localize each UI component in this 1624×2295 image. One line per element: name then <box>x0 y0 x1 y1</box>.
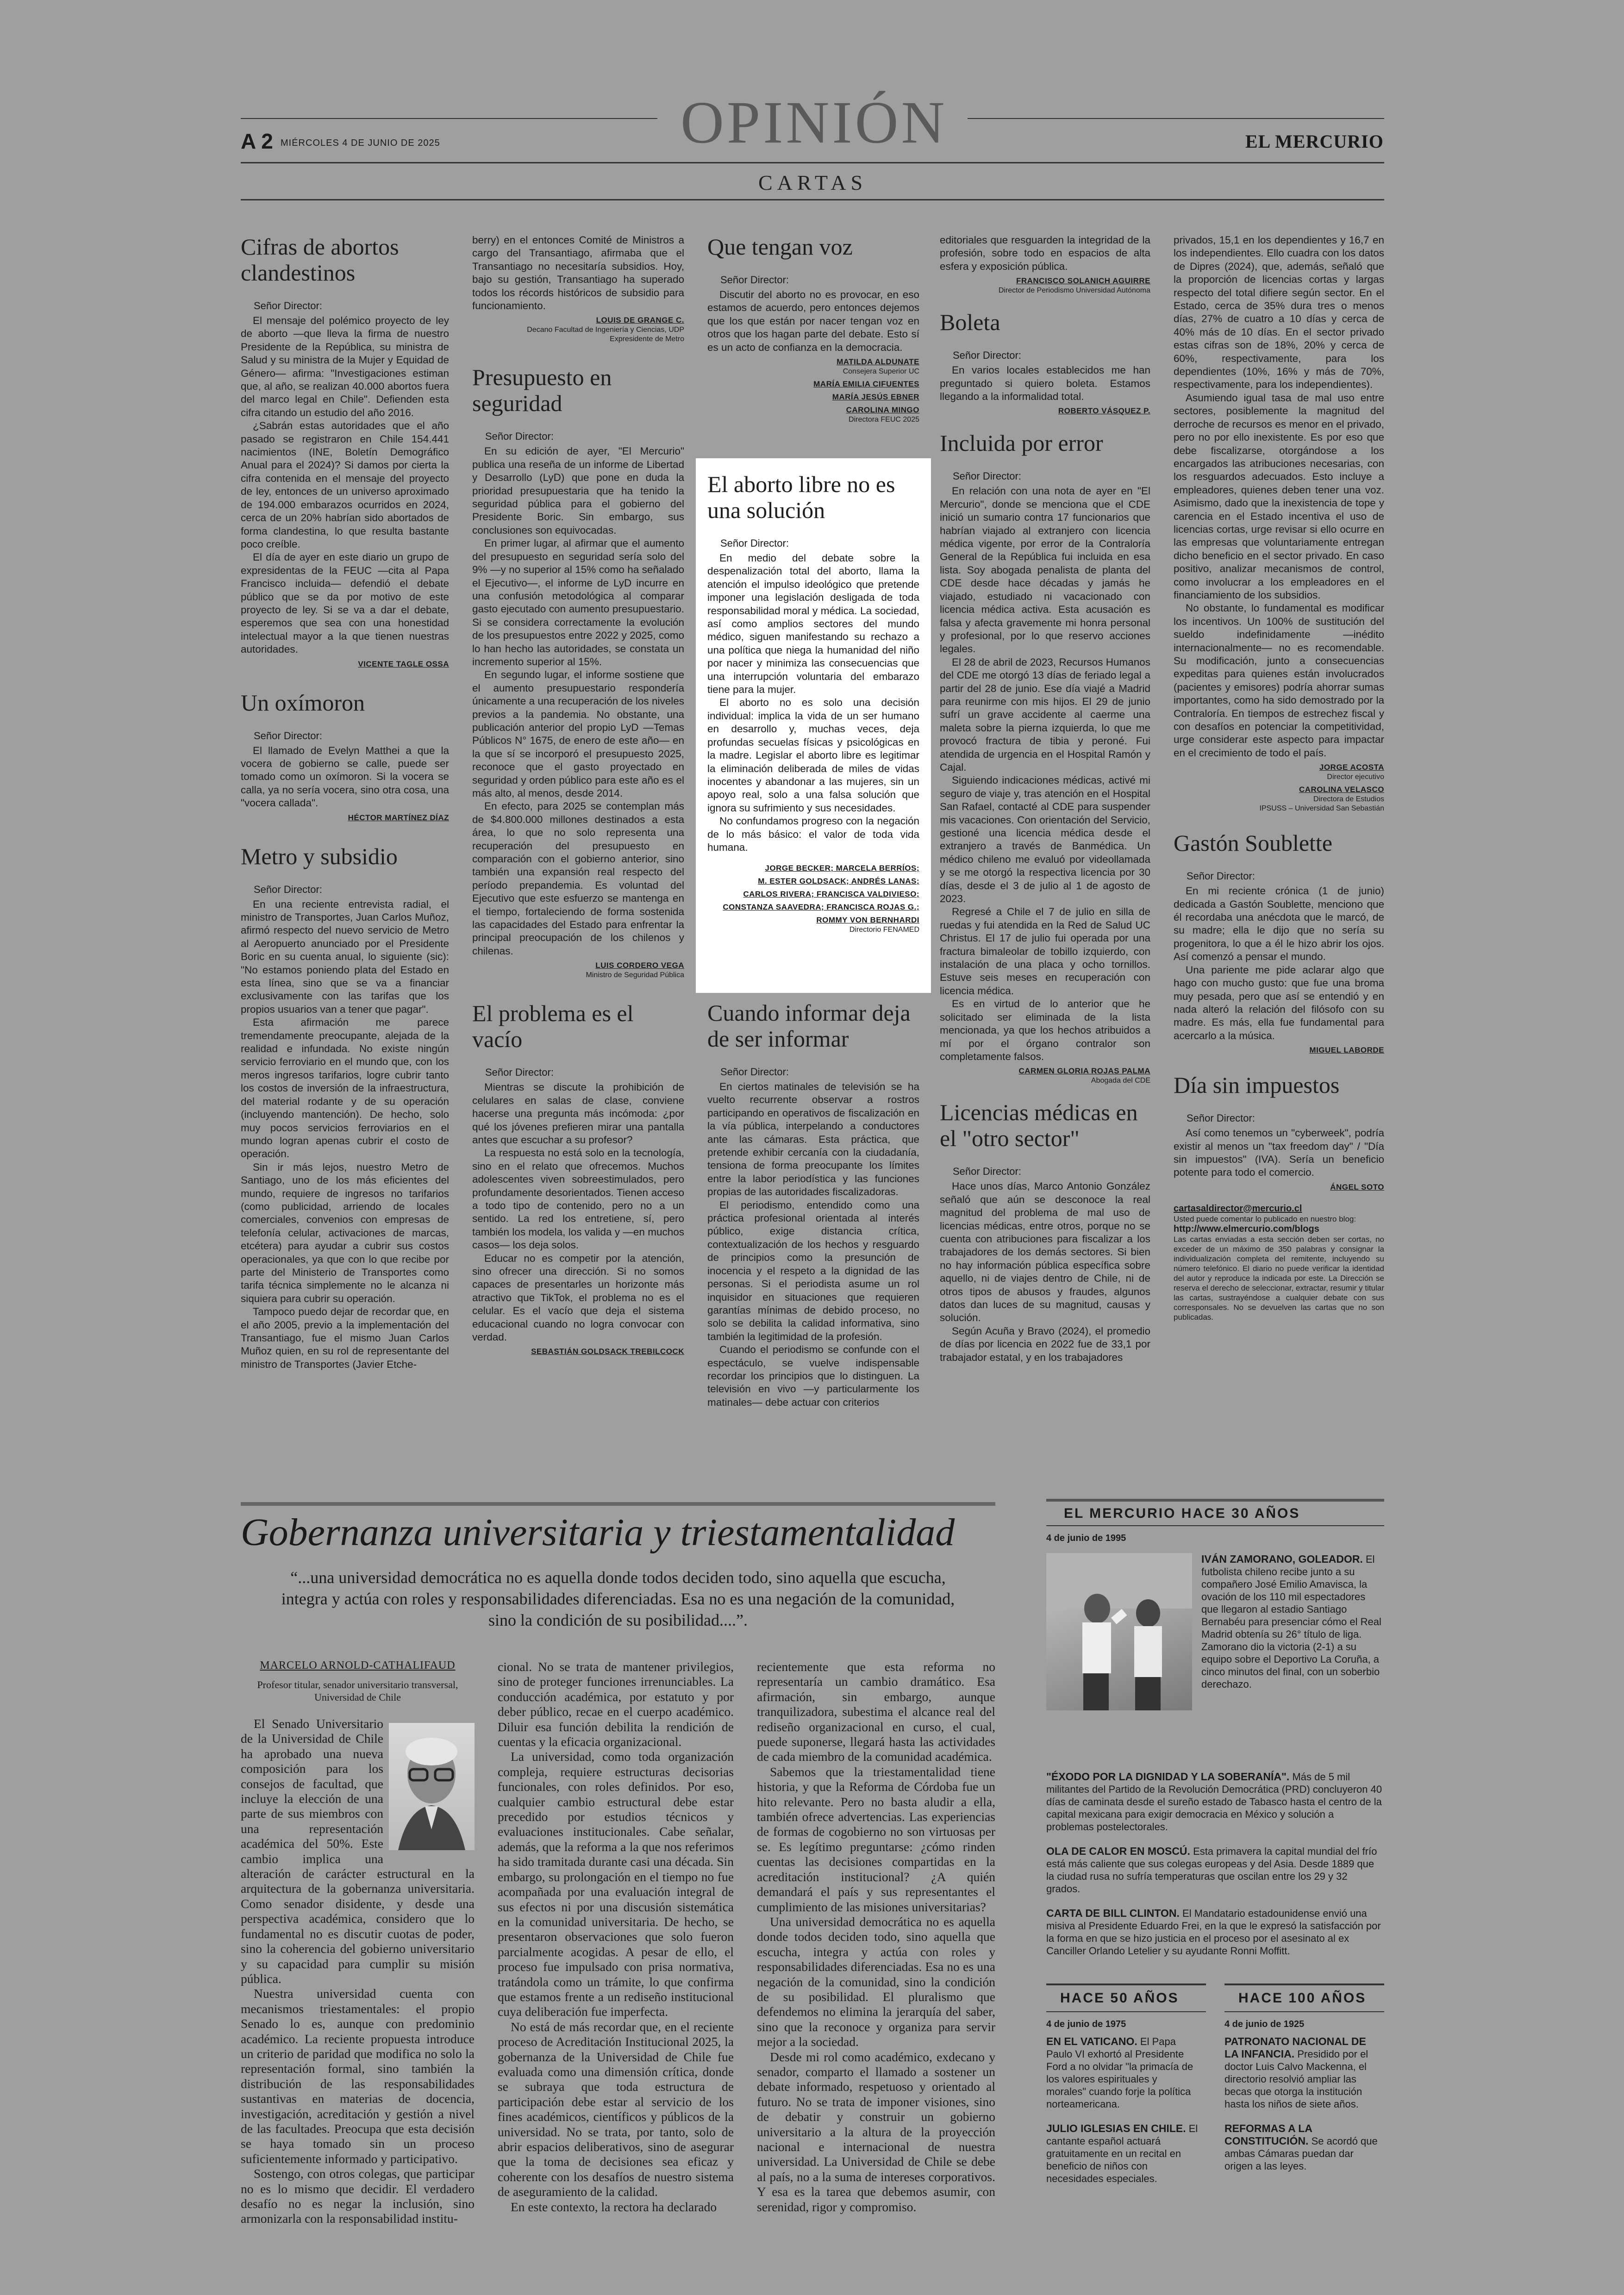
letter-metro-cont <box>472 234 684 344</box>
letter-informar-cont <box>940 234 1150 295</box>
column-3 <box>707 234 919 445</box>
paragraph: El Senado Universitario de la Universidad de Chile ha aprobado una nueva composición para los consejos de facultad, que incluye la elección de una parte de sus miembros con una representación académica del 50%. Este cambio implica una alteración de carácter estructural en la arquitectura de la gobernanza universitaria. Como senador disidente, y desde una perspectiva académica, considero que lo fundamental no es discutir cuotas de poder, sino la coherencia del gobierno universitario y su capacidad para cumplir su misión pública. <box>241 1716 475 1986</box>
letter-body <box>472 445 684 958</box>
header-rule <box>241 162 1384 163</box>
history-30-item-1 <box>1201 1553 1384 1690</box>
editorial-body <box>757 1659 995 2214</box>
subsection-label: CARTAS <box>758 171 868 194</box>
history-item-text: El Mandatario estadounidense envió una misiva al Presidente Eduardo Frei, en la que le expresó la satisfacción por la forma en que se hizo justicia en el proceso por el asesinato al ex Canciller Orlando Letelier y su ayudante Ronni Moffitt. <box>1046 1908 1381 1957</box>
paragraph: Desde mi rol como académico, exdecano y senador, comparto el llamado a sostener un debate informado, respetuoso y orientado al futuro. No se trata de imponer visiones, sino de debatir y construir un gobierno universitario a la altura de la proyección nacional e internacional de nuestra universidad. La Universidad de Chile se debe al país, no a la suma de intereses corporativos. Y esa es la tarea que debemos asumir, con serenidad, rigor y compromiso. <box>757 2049 995 2214</box>
letter-signature: CARMEN GLORIA ROJAS PALMA <box>1018 1066 1150 1076</box>
signature-role: Directora FEUC 2025 <box>849 416 919 424</box>
contact-box <box>1174 1204 1384 1322</box>
letter-salute: Señor Director: <box>485 1066 554 1079</box>
paragraph: Asumiendo igual tasa de mal uso entre sectores, posiblemente la magnitud del derroche de recursos es menor en el privado, pero no por ello inexistente. Es por eso que debe fiscalizarse, otorgándose a los encargados las atribuciones necesarias, con los resguardos adecuados. Esto incluye a empleadores, quienes deben tener una voz. Asimismo, dado que la inexistencia de tope y carencia en el Estado incentiva el uso de licencias cortas, urge revisar si ello ocurre en las empresas que voluntariamente entregan dicho beneficio en el sector privado. En caso positivo, analizar mecanismos de control, como involucrar a los empleadores en el financiamiento de los subsidios. <box>1174 392 1384 601</box>
paragraph: Mientras se discute la prohibición de celulares en salas de clase, conviene hacerse una pregunta más incómoda: ¿por qué los jóvenes prefieren mirar una pantalla antes que escuchar a su profesor? <box>472 1081 684 1146</box>
paragraph: No está de más recordar que, en el reciente proceso de Acreditación Institucional 2025, la gobernanza de la Universidad de Chile fue evaluada como una dimensión crítica, donde se subraya que toda estructura de participación debe estar al servicio de los fines académicos, científicos y públicos de la universidad. No se trata, por tanto, solo de abrir espacios deliberativos, sino de asegurar que la toma de decisiones sea eficaz y coherente con los desafíos de nuestro sistema de aseguramiento de la calidad. <box>498 2019 734 2199</box>
column-1 <box>241 234 449 1391</box>
signature-role: Ministro de Seguridad Pública <box>586 971 684 979</box>
letter-body <box>940 1180 1150 1364</box>
letter-salute: Señor Director: <box>953 1166 1021 1178</box>
history-50-rule <box>1046 1983 1206 1985</box>
history-100-rule-2 <box>1224 2011 1384 2012</box>
paragraph: El día de ayer en este diario un grupo de expresidentas de la FEUC —cita al Papa Francisco incluida— defendió el debate público que se da por motivo de este proyecto de ley. Si se va a dar el debate, esperemos que sea con una honestidad intelectual mayor a la que tienen nuestras autoridades. <box>241 551 449 655</box>
letter-salute: Señor Director: <box>254 883 322 895</box>
blog-link[interactable]: http://www.elmercurio.com/blogs <box>1174 1223 1319 1234</box>
history-item-title: JULIO IGLESIAS EN CHILE. <box>1046 2122 1186 2134</box>
column-3-lower <box>707 1000 919 1429</box>
letter-problema <box>472 1000 684 1357</box>
paragraph: editoriales que resguarden la integridad de la profesión, sobre todo en espacios de alta esfera y exposición pública. <box>940 234 1150 272</box>
signature-role: Director ejecutivo <box>1327 773 1384 781</box>
history-item-title: IVÁN ZAMORANO, GOLEADOR. <box>1201 1553 1363 1565</box>
letter-title: Licencias médicas en el "otro sector" <box>940 1099 1138 1152</box>
paragraph: En segundo lugar, el informe sostiene que el aumento presupuestario respondería únicamente a una recuperación de los niveles previos a la pandemia. No obstante, una publicación anterior del propio LyD —Temas Públicos N° 1675, de enero de este año— en la que sí se incorporó el presupuesto 2025, reconoce que el gasto proyectado en seguridad y orden público para este año es el más alto, al menos, desde 2014. <box>472 669 684 799</box>
paragraph: El 28 de abril de 2023, Recursos Humanos del CDE me otorgó 13 días de feriado legal a partir del 28 de junio. Ese día viajé a Madrid para reunirme con mis hijos. El 29 de junio sufrí un grave accidente al caerme una maleta sobre la pierna izquierda, lo que me provocó fractura de tibia y peroné. Fui atendida de urgencia en el Hospital Ramón y Cajal. <box>940 656 1150 773</box>
letter-signature: CONSTANZA SAAVEDRA; FRANCISCA ROJAS G.; <box>723 903 919 912</box>
letter-signature: MARÍA EMILIA CIFUENTES <box>813 380 919 389</box>
letter-signature: LUIS CORDERO VEGA <box>595 961 684 970</box>
history-top-rule <box>1046 1499 1384 1502</box>
signature-role: Directora de Estudios <box>1313 795 1384 804</box>
letter-body <box>940 234 1150 273</box>
letter-title: Día sin impuestos <box>1174 1072 1340 1098</box>
letter-signature: HÉCTOR MARTÍNEZ DÍAZ <box>348 813 449 822</box>
page-date: MIÉRCOLES 4 DE JUNIO DE 2025 <box>281 138 440 148</box>
letter-signature: VICENTE TAGLE OSSA <box>358 659 449 668</box>
paragraph: Nuestra universidad cuenta con mecanismos triestamentales: el propio Senado lo es, aunque con predominio académico. La reciente propuesta introduce un criterio de paridad que modifica no solo la representación formal, sino también la distribución de las responsabilidades sustantivas en materias de docencia, investigación, acreditación y gestión a nivel de las facultades. Preocupa que esta decisión se haya tomado sin un proceso suficientemente informado y participativo. <box>241 1986 475 2166</box>
letter-salute: Señor Director: <box>254 300 322 312</box>
paragraph: Sabemos que la triestamentalidad tiene historia, y que la Reforma de Córdoba fue un hito relevante. Pero no basta aludir a ella, también ofrece advertencias. Las experiencias de formas de cogobierno no son virtuosas per se. Es legítimo preguntarse: ¿cómo rinden cuentas las decisiones compartidas en la acreditación institucional? ¿A quién demandará el país y sus representantes el cumplimiento de las misiones universitarias? <box>757 1764 995 1914</box>
header-rule-right <box>968 118 1384 119</box>
letter-salute: Señor Director: <box>953 349 1021 362</box>
letter-body <box>241 744 449 810</box>
history-30-label: EL MERCURIO HACE 30 AÑOS <box>1064 1506 1300 1521</box>
paragraph: Sostengo, con otros colegas, que participar no es lo mismo que decidir. El verdadero desafío no es negar la inclusión, sino armonizarla con la responsabilidad institu- <box>241 2166 475 2226</box>
paragraph: El mensaje del polémico proyecto de ley de aborto —que lleva la firma de nuestro Presidente de la República, su ministra de Salud y su ministra de la Mujer y Equidad de Género— afirma: "Investigaciones estiman que, al año, se realizan 40.000 abortos fuera del marco legal en Chile". Defienden esta cifra citando un estudio del año 2016. <box>241 315 449 418</box>
paragraph: En mi reciente crónica (1 de junio) dedicada a Gastón Soublette, menciono que él recordaba una anécdota que le marcó, de su madre; ella le dijo que no sería su progenitora, lo que a él le hizo abrir los ojos. Así comenzó a pensar el mundo. <box>1174 885 1384 963</box>
letter-title: Un oxímoron <box>241 689 365 716</box>
letter-body <box>472 1081 684 1344</box>
highlight-letter-box <box>696 458 931 993</box>
contact-rules: Las cartas enviadas a esta sección deben ser cortas, no exceder de un máximo de 350 palabras y consignar la individualización completa del remitente, incluyendo su número telefónico. El diario no puede verificar la identidad del autor y reproduce la indicada por este. La Dirección se reserva el derecho de seleccionar, extractar, resumir y titular las cartas, sustrayéndose a cualquier debate con sus corresponsales. No se devuelven las cartas que no son publicadas. <box>1174 1235 1384 1322</box>
paragraph: En ciertos matinales de televisión se ha vuelto recurrente observar a rostros participando en operativos de fiscalización en la vía pública, interpelando a conductores ante las cámaras. Esta práctica, que pretende exhibir cercanía con la ciudadanía, tensiona de forma preocupante los límites entre la labor periodística y las funciones propias de las autoridades fiscalizadoras. <box>707 1081 919 1198</box>
paragraph: En este contexto, la rectora ha declarado <box>511 2199 717 2214</box>
history-item-text: El Papa Paulo VI exhortó al Presidente Ford a no olvidar "la primacía de los valores espirituales y morales" cuando forje la política norteamericana. <box>1046 2036 1193 2110</box>
letter-title: Presupuesto en seguridad <box>472 364 612 417</box>
letter-title: Metro y subsidio <box>241 843 398 869</box>
letter-signature: CARLOS RIVERA; FRANCISCA VALDIVIESO; <box>743 890 919 899</box>
paragraph: Esta afirmación me parece tremendamente preocupante, alejada de la realidad e infundada. No existe ningún servicio ferroviario en el mundo que, con los meros ingresos tarifarios, logre cubrir tanto los costos de inversión de la infraestructura, del material rodante y de su operación (incluyendo mantención). De hecho, solo muy pocos servicios ferroviarios en el mundo logran apenas cubrir el costo de operación. <box>241 1017 449 1160</box>
letter-title: Cuando informar deja de ser informar <box>707 1000 911 1052</box>
paragraph: berry) en el entonces Comité de Ministros a cargo del Transantiago, afirmaba que el Transantiago no necesitaría subsidios. Hoy, bajo su gestión, Transantiago ha superado todos los récords históricos de subsidio para funcionamiento. <box>472 234 684 312</box>
letter-metro <box>241 843 449 1372</box>
letter-voz <box>707 234 919 424</box>
letter-salute: Señor Director: <box>720 1066 789 1078</box>
letter-body <box>940 485 1150 1063</box>
letter-error <box>940 430 1150 1085</box>
letter-soublette <box>1174 830 1384 1055</box>
section-title: OPINIÓN <box>681 89 948 156</box>
letter-oximoron <box>241 690 449 823</box>
history-item-text: Presidido por el doctor Luis Calvo Mackenna, el directorio resolvió ampliar las becas que otorga la institución hasta los niños de siete años. <box>1224 2048 1368 2110</box>
letter-licencias-cont <box>1174 234 1384 813</box>
letter-body <box>1174 234 1384 760</box>
letter-boleta <box>940 309 1150 416</box>
letter-signature: ÁNGEL SOTO <box>1330 1182 1384 1191</box>
letter-body <box>1174 885 1384 1042</box>
letter-salute: Señor Director: <box>1187 870 1255 882</box>
page-number: A 2 <box>241 129 273 153</box>
history-50-label: HACE 50 AÑOS <box>1060 1990 1179 2006</box>
letter-body <box>1174 1127 1384 1179</box>
brand-logo: EL MERCURIO <box>1245 131 1384 152</box>
history-item-title: "ÉXODO POR LA DIGNIDAD Y LA SOBERANÍA". <box>1046 1771 1290 1783</box>
editorial-col-1 <box>241 1659 475 2226</box>
paragraph: ¿Sabrán estas autoridades que el año pasado se registraron en Chile 154.441 nacimientos (INE, Boletín Demográfico Anual para el 2024)? Si damos por cierta la cifra contenida en el mensaje del proyecto de ley, entonces de un universo aproximado de 194.000 embarazos ocurridos en 2024, cerca de un 20% habrían sido abortados de forma clandestina, lo que resulta bastante poco creíble. <box>241 420 449 550</box>
history-30-items <box>1046 1771 1384 1969</box>
letter-signature: ROBERTO VÁSQUEZ P. <box>1058 406 1150 416</box>
column-4 <box>940 234 1150 1384</box>
letter-informar <box>707 1000 919 1409</box>
letter-signature: SEBASTIÁN GOLDSACK TREBILCOCK <box>531 1347 684 1356</box>
paragraph: Una universidad democrática no es aquella donde todos deciden todo, sino aquella que escucha, integra y actúa con roles y responsabilidades diferenciadas. Esa no es una negación de la comunidad, sino la condición de su posibilidad. El pluralismo que defendemos no elimina la jerarquía del saber, sino que la reconoce y organiza para servir mejor a la sociedad. <box>757 1914 995 2049</box>
paragraph: Tampoco puedo dejar de recordar que, en el año 2005, previo a la implementación del Transantiago, fue el mismo Juan Carlos Muñoz quien, en su rol de representante del ministro de Transportes (Javier Etche- <box>241 1306 449 1370</box>
letter-body <box>707 288 919 354</box>
letter-body <box>707 1080 919 1409</box>
letter-signature: CAROLINA MINGO <box>846 405 919 415</box>
history-item-text: Se acordó que ambas Cámaras puedan dar origen a las leyes. <box>1224 2135 1378 2172</box>
letter-salute: Señor Director: <box>254 730 322 742</box>
history-item-text: El futbolista chileno recibe junto a su compañero José Emilio Amavisca, la ovación de los 110 mil espectadores que llegaron al estadio Santiago Bernabéu para presenciar cómo el Real Madrid obtenía su 26° título de liga. Zamorano dio la victoria (2-1) a su equipo sobre el Deportivo La Coruña, a cinco minutos del final, con un soberbio derechazo. <box>1201 1553 1381 1690</box>
editorial-col-2 <box>498 1659 734 2214</box>
contact-email[interactable]: cartasaldirector@mercurio.cl <box>1174 1203 1302 1214</box>
letter-signature: MARÍA JESÚS EBNER <box>832 393 919 402</box>
editorial-quote: “...una universidad democrática no es aquella donde todos deciden todo, sino aquella que escucha, integra y actúa con roles y responsabilidades diferenciadas. Esa no es una negación de la comunidad, sino la condición de su posibilidad....”. <box>281 1568 955 1629</box>
paragraph: recientemente que esta reforma no representaría un cambio dramático. Esa afirmación, sin embargo, aunque tranquilizadora, subestima el alcance real del rediseño organizacional en curso, el cual, puede suponerse, llegará hasta las actividades de cada miembro de la comunidad académica. <box>757 1659 995 1764</box>
author-photo <box>389 1723 475 1850</box>
letter-signature: MATILDA ALDUNATE <box>837 357 919 367</box>
paragraph: En varios locales establecidos me han preguntado si quiero boleta. Estamos llegando a la informalidad total. <box>940 364 1150 403</box>
paragraph: Cuando el periodismo se confunde con el espectáculo, se vuelve indispensable recordar los principios que lo distinguen. La televisión en vivo —y particularmente los matinales— debe actuar con criterios <box>707 1344 919 1408</box>
letter-salute: Señor Director: <box>485 430 554 443</box>
history-rule <box>1046 1525 1384 1526</box>
signature-role: Expresidente de Metro <box>610 335 684 343</box>
letter-signature: FRANCISCO SOLANICH AGUIRRE <box>1016 276 1150 286</box>
letter-salute: Señor Director: <box>720 274 789 286</box>
history-50-rule-2 <box>1046 2011 1206 2012</box>
paragraph: Siguiendo indicaciones médicas, activé mi seguro de viaje y, tras atención en el Hospital San Rafael, contacté al CDE para suspender mis vacaciones. Con orientación del Servicio, gestioné una licencia médica desde el extranjero a través de Banmédica. Un médico chileno me evaluó por videollamada y se me otorgó la respectiva licencia por 30 días, desde el 3 de julio al 1 de agosto de 2023. <box>940 774 1150 905</box>
subsection-rule <box>241 199 1384 200</box>
letter-signature: JORGE ACOSTA <box>1319 763 1384 772</box>
letter-signature: ROMMY VON BERNHARDI <box>816 916 919 925</box>
paragraph: En primer lugar, al afirmar que el aumento del presupuesto en seguridad sería solo del 9% —y no superior al 15% como ha señalado el Ejecutivo—, el informe de LyD incurre en una confusión metodológica al comparar gasto ejecutado con aumento presupuestario. Si se considera correctamente la evolución de los presupuestos entre 2022 y 2025, como lo han hecho las autoridades, se constata un incremento superior al 15%. <box>472 537 684 667</box>
zamorano-photo <box>1046 1553 1192 1710</box>
letter-aborto-libre <box>707 471 919 935</box>
letter-body <box>241 898 449 1372</box>
editorial-author: MARCELO ARNOLD-CATHALIFAUD <box>260 1659 456 1671</box>
history-100-date: 4 de junio de 1925 <box>1224 2019 1305 2029</box>
letter-title: El problema es el vacío <box>472 1000 634 1053</box>
letter-title: Boleta <box>940 309 1000 336</box>
paragraph: La universidad, como toda organización compleja, requiere estructuras decisorias funcionales, con roles definidos. Por eso, cualquier cambio estructural debe estar precedido por estudios técnicos y evaluaciones institucionales. Cabe señalar, además, que la reforma a la que nos referimos ha sido tramitada durante casi una década. Sin embargo, su prolongación en el tiempo no fue acompañada por una evaluación integral de sus efectos ni por una discusión sistemática en la comunidad universitaria. De hecho, se presentaron observaciones que solo fueron parcialmente acogidas. A pesar de ello, el proceso fue impulsado con prisa normativa, tratándola como un trámite, lo que confirma que estamos frente a un rediseño institucional cuya deliberación fue imperfecta. <box>498 1749 734 2019</box>
paragraph: El periodismo, entendido como una práctica profesional orientada al interés público, exige distancia crítica, contextualización de los hechos y resguardo de principios como la presunción de inocencia y el respeto a la dignidad de las personas. Si el periodista asume un rol inquisidor en situaciones que requieren garantías mínimas de debido proceso, no solo se debilita la calidad informativa, sino también la legitimidad de la profesión. <box>707 1199 919 1342</box>
editorial-author-role: Profesor titular, senador universitario transversal, Universidad de Chile <box>257 1679 458 1703</box>
paragraph: En su edición de ayer, "El Mercurio" publica una reseña de un informe de Libertad y Desarrollo (LyD) que pone en duda la prioridad presupuestaria que ha tenido la seguridad pública para el gobierno del Presidente Boric. Sin embargo, sus conclusiones son equivocadas. <box>472 445 684 536</box>
editorial-col-3 <box>757 1659 995 2214</box>
paragraph: En una reciente entrevista radial, el ministro de Transportes, Juan Carlos Muñoz, afirmó respecto del nuevo servicio de Metro al Aeropuerto anunciado por el Presidente Boric en su cuenta anual, lo siguiente (sic): "No estamos poniendo plata del Estado en esta línea, sino que se va a financiar exclusivamente con las tarifas que los propios usuarios van a tener que pagar". <box>241 898 449 1015</box>
paragraph: El llamado de Evelyn Matthei a que la vocera de gobierno se calle, puede ser tomado como un oxímoron. Si la vocera se calla, ya no sería vocera, sino otra cosa, una "vocera callada". <box>241 744 449 809</box>
signature-role: Decano Facultad de Ingeniería y Ciencias, UDP <box>527 326 684 334</box>
history-100-rule <box>1224 1983 1384 1985</box>
history-50 <box>1046 2019 1199 2197</box>
signature-role: IPSUSS – Universidad San Sebastián <box>1259 804 1384 813</box>
letter-signature: MIGUEL LABORDE <box>1309 1046 1384 1055</box>
paragraph: Regresé a Chile el 7 de julio en silla de ruedas y fui atendida en la Red de Salud UC Christus. El 17 de julio fui operada por una fractura bimaleolar de tobillo izquierdo, con instalación de una placa y ocho tornillos. Estuve seis meses en recuperación con licencia médica. <box>940 906 1150 997</box>
paragraph: cional. No se trata de mantener privilegios, sino de proteger funciones irrenunciables. La conducción académica, por estatuto y por deber público, recae en el cuerpo académico. Diluir esa función debilita la rendición de cuentas y la eficacia organizacional. <box>498 1659 734 1749</box>
editorial-top-rule <box>241 1502 995 1506</box>
history-item-text: Más de 5 mil militantes del Partido de la Revolución Democrática (PRD) concluyeron 40 días de caminata desde el sureño estado de Tabasco hasta el centro de la capital mexicana para exigir democracia en México y solución a problemas postelectorales. <box>1046 1771 1382 1833</box>
history-50-date: 4 de junio de 1975 <box>1046 2019 1126 2029</box>
signature-role: Consejera Superior UC <box>843 368 919 376</box>
letter-body <box>241 314 449 656</box>
paragraph: No confundamos progreso con la negación de lo más básico: el valor de toda vida humana. <box>707 815 919 853</box>
paragraph: En medio del debate sobre la despenalización total del aborto, llama la atención el impulso ideológico que pretende imponer una legislación desligada de toda responsabilidad moral y médica. La sociedad, así como amplios sectores del mundo médico, siguen manifestando su rechazo a una política que niega la humanidad del niño por nacer y minimiza las consecuencias que una interrupción voluntaria del embarazo tiene para la mujer. <box>707 552 919 696</box>
editorial-title: Gobernanza universitaria y triestamentalidad <box>241 1511 955 1554</box>
letter-signature: LOUIS DE GRANGE C. <box>596 316 684 325</box>
column-5 <box>1174 234 1384 1322</box>
letter-title: El aborto libre no es una solución <box>707 471 895 523</box>
letter-body <box>707 552 919 854</box>
paragraph: privados, 15,1 en los dependientes y 16,7 en los independientes. Ello cuadra con los datos de Dipres (2024), que, además, señaló que la proporción de licencias cortas y largas respecto del total difiere según sector. En el Estado, cerca de 35% dura tres o menos días, 27% de cuatro a 10 días y cerca de 40% más de 10 días. En el sector privado estas cifras son de 18%, 20% y cerca de 60%, respectivamente, para los dependientes (10%, 16% y más de 70%, respectivamente, para los independientes). <box>1174 234 1384 391</box>
history-item-text: El cantante español actuará gratuitamente en un recital en beneficio de niños con necesidades especiales. <box>1046 2123 1198 2184</box>
letter-salute: Señor Director: <box>720 537 789 549</box>
paragraph: El aborto no es solo una decisión individual: implica la vida de un ser humano en desarrollo y, muchas veces, deja profundas secuelas físicas y psicológicas en la madre. Legislar el aborto libre es legitimar la eliminación deliberada de miles de vidas inocentes y abandonar a las mujeres, sin un apoyo real, solo a una falsa solución que ignora su sufrimiento y sus necesidades. <box>707 697 919 814</box>
letter-title: Que tengan voz <box>707 234 853 260</box>
history-item-title: CARTA DE BILL CLINTON. <box>1046 1907 1180 1919</box>
letter-signature: M. ESTER GOLDSACK; ANDRÉS LANAS; <box>758 877 919 886</box>
signature-role: Director de Periodismo Universidad Autónoma <box>998 287 1150 295</box>
paragraph: Educar no es competir por la atención, sino ofrecer una dirección. Si no somos capaces de presentarles un horizonte más atractivo que TikTok, el problema no es el celular. Es el vacío que deja el sistema educacional cuando no logra convocar con verdad. <box>472 1252 684 1343</box>
history-30-date: 4 de junio de 1995 <box>1046 1533 1126 1543</box>
letter-licencias <box>940 1099 1150 1364</box>
letter-title: Gastón Soublette <box>1174 830 1333 856</box>
contact-note: Usted puede comentar lo publicado en nuestro blog: <box>1174 1214 1356 1223</box>
history-item-title: OLA DE CALOR EN MOSCÚ. <box>1046 1845 1190 1857</box>
letter-impuestos <box>1174 1072 1384 1192</box>
letter-salute: Señor Director: <box>1187 1112 1255 1124</box>
history-item-text: Esta primavera la capital mundial del frío está más caliente que sus colegas europeas y del Asia. Desde 1889 que la ciudad rusa no sufría temperaturas que oscilan entre los 29 y 32 grados. <box>1046 1846 1377 1895</box>
letter-abortos <box>241 234 449 669</box>
paragraph: Así como tenemos un "cyberweek", podría existir al menos un "tax freedom day" / "Día sin impuestos" (IVA). Sería un beneficio potente para todo el comercio. <box>1174 1127 1384 1179</box>
header-rule-left <box>241 118 657 119</box>
letter-body <box>940 364 1150 403</box>
paragraph: Según Acuña y Bravo (2024), el promedio de días por licencia en 2022 fue de 33,1 por trabajador estatal, y en los trabajadores <box>940 1325 1150 1363</box>
history-100-label: HACE 100 AÑOS <box>1238 1990 1367 2006</box>
letter-signature: CAROLINA VELASCO <box>1299 785 1384 794</box>
paragraph: La respuesta no está solo en la tecnología, sino en el relato que ofrecemos. Muchos adolescentes viven sobreestimulados, pero profundamente desorientados. Tienen acceso a todo tipo de contenido, pero no a un sentido. La red los entretiene, sí, pero también los modela, los valida y —en muchos casos— los deja solos. <box>472 1147 684 1251</box>
paragraph: Discutir del aborto no es provocar, en eso estamos de acuerdo, pero entonces dejemos que los que están por nacer tengan voz en otros que los hagan parte del debate. Esto sí es un acto de confianza en la democracia. <box>707 289 919 353</box>
editorial-body <box>498 1659 734 2214</box>
letter-signature: JORGE BECKER; MARCELA BERRÍOS; <box>765 864 919 873</box>
letter-salute: Señor Director: <box>953 470 1021 482</box>
letter-title: Cifras de abortos clandestinos <box>241 234 399 286</box>
paragraph: Sin ir más lejos, nuestro Metro de Santiago, uno de los más eficientes del mundo, requiere de ingresos no tarifarios (como publicidad, arriendo de locales comerciales, convenios con empresas de telefonía celular, activaciones de marcas, etcétera) para ayudar a cubrir sus costos operacionales, ya que con lo que recibe por parte del Ministerio de Transportes como tarifa técnica simplemente no le alcanza ni siquiera para cubrir su operación. <box>241 1161 449 1304</box>
signature-role: Abogada del CDE <box>1091 1077 1150 1085</box>
history-item-title: REFORMAS A LA CONSTITUCIÓN. <box>1224 2122 1312 2147</box>
paragraph: En efecto, para 2025 se contemplan más de $4.800.000 millones destinados a esta área, lo que no solo representa una recuperación del presupuesto en comparación con el gobierno anterior, sino también una expansión real respecto del período prepandemia. Es voluntad del Ejecutivo que este esfuerzo se mantenga en el tiempo, fortaleciendo de forma sostenida las capacidades del Estado para enfrentar la principal preocupación de los chilenos y chilenas. <box>472 800 684 957</box>
column-2 <box>472 234 684 1377</box>
signature-role: Directorio FENAMED <box>849 926 919 934</box>
paragraph: En relación con una nota de ayer en "El Mercurio", donde se menciona que el CDE inició un sumario contra 17 funcionarios que habrían viajado al extranjero con licencia médica vigente, por error de la Contraloría General de la República fui incluida en esa lista. Soy abogada penalista de planta del CDE desde hace décadas y jamás he viajado, estudiado ni vacacionado con licencia médica activa. Esta acusación es falsa y afecta gravemente mi honra personal y profesional, por lo que reservo acciones legales. <box>940 485 1150 655</box>
letter-body <box>472 234 684 312</box>
history-item-title: EN EL VATICANO. <box>1046 2035 1137 2047</box>
history-100 <box>1224 2019 1382 2184</box>
paragraph: Es en virtud de lo anterior que he solicitado ser eliminada de la lista mencionada, ya que los hechos atribuidos a mí por el órgano contralor son completamente falsos. <box>940 998 1150 1062</box>
history-item-title: PATRONATO NACIONAL DE LA INFANCIA. <box>1224 2035 1366 2060</box>
letter-title: Incluida por error <box>940 430 1103 456</box>
paragraph: Hace unos días, Marco Antonio González señaló que aún se desconoce la real magnitud del problema de mal uso de licencias médicas, entre otros, porque no se cuenta con atribuciones para fiscalizar a los trabajadores de los demás sectores. Si bien no hay información pública específica sobre aquello, ni de viajes dentro de Chile, ni de otros tipos de abusos y fraudes, algunos datos dan luces de su magnitud, causas y solución. <box>940 1180 1150 1324</box>
letter-presupuesto <box>472 364 684 980</box>
paragraph: No obstante, lo fundamental es modificar los incentivos. Un 100% de sustitución del sueldo indefinidamente —inédito internacionalmente— no es recomendable. Su modificación, junto a consecuencias expeditas para quienes están involucrados (pacientes y emisores) podría ahorrar sumas importantes, como ha sido demostrado por la Contraloría. En tiempos de estrechez fiscal y con desafíos en potenciar la competitividad, urge considerar este aspecto para impactar en el crecimiento de todo el país. <box>1174 602 1384 759</box>
paragraph: Una pariente me pide aclarar algo que hago con mucho gusto: que fue una broma muy pesada, pero que así se entendió y en nada alteró la relación del filósofo con su madre. Es más, ella fue fundamental para acercarlo a la música. <box>1174 964 1384 1041</box>
